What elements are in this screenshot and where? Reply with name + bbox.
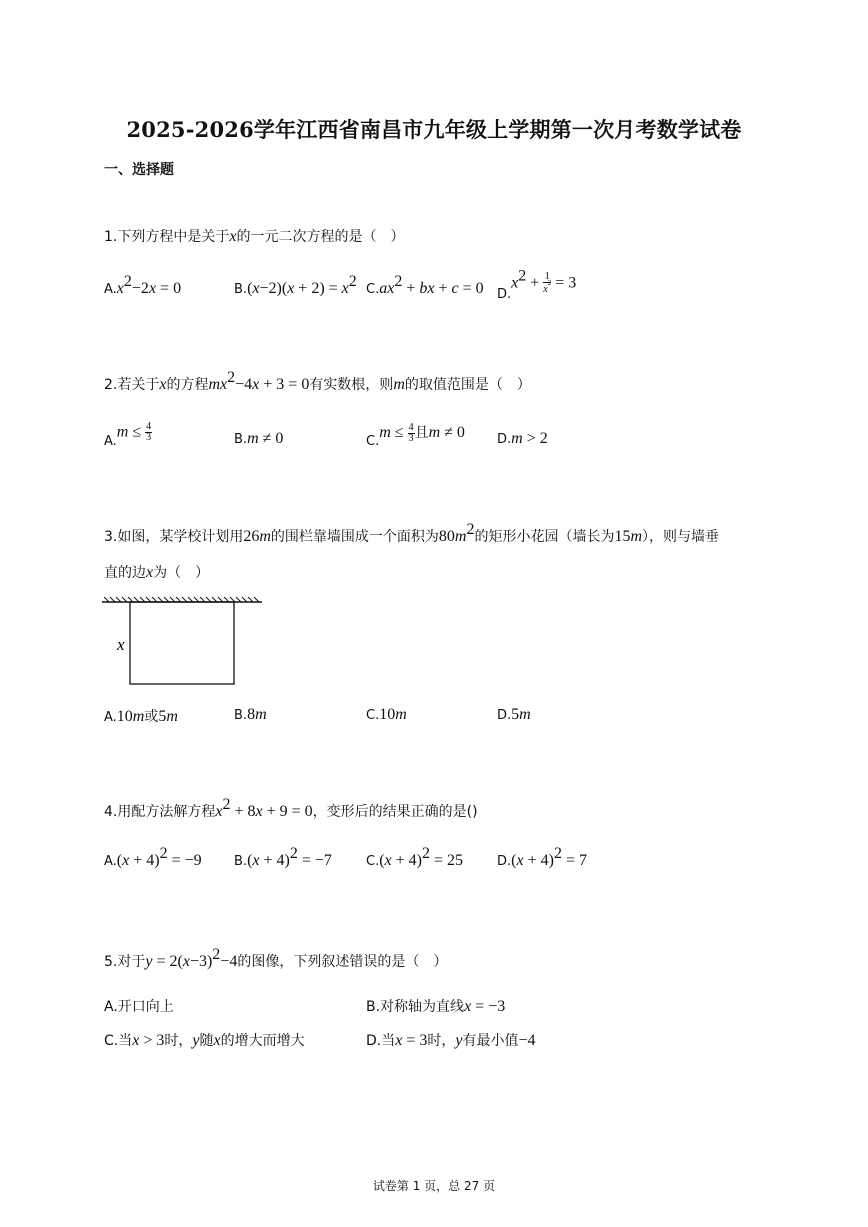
q5-c-text: 随 (199, 1033, 214, 1049)
question-4-stem: 4.用配方法解方程$x^2 + 8x + 9 = 0$，变形后的结果正确的是() (104, 796, 478, 820)
fraction: $\frac{4}{3}$ (408, 421, 414, 444)
option-label: A. (104, 433, 117, 449)
q4-stem-text-2: ，变形后的结果正确的是() (312, 804, 478, 820)
q3-value: 15 (614, 528, 631, 545)
q5-c-text: 时， (164, 1033, 193, 1049)
q5-option-d[interactable]: D.当x = 3时，y有最小值−4 (366, 1032, 536, 1049)
question-2-stem: 2.若关于x的方程$mx^2-4x + 3 = 0$有实数根，则m的取值范围是（ ） (104, 369, 531, 393)
q2-stem-text-2: 的方程 (166, 377, 209, 393)
q1-stem-text: 1.下列方程中是关于 (104, 229, 230, 245)
q5-d-text: D.当 (366, 1033, 396, 1049)
q5-c-text: C.当 (104, 1033, 133, 1049)
unit: m (132, 708, 145, 725)
q1-option-c[interactable]: $C.ax^2$ + bx + c = 0 (366, 273, 484, 297)
q4-option-a[interactable]: $A.(x + 4)^2 = -9$ (104, 845, 202, 869)
q3-option-b[interactable] (234, 706, 267, 724)
q5-stem-text-2: 的图像，下列叙述错误的是（ ） (237, 954, 448, 970)
question-5-stem: 5.对于$y = 2(x-3)^2-4$的图像，下列叙述错误的是（ ） (104, 946, 448, 970)
value: 5 (511, 706, 520, 723)
value: 10 (116, 708, 133, 725)
option-label: D. (497, 854, 512, 869)
option-label: D. (497, 432, 512, 447)
unit: m (395, 706, 407, 723)
value: 8 (247, 706, 256, 723)
option-label: B. (234, 282, 248, 297)
q4-option-c[interactable]: $C.(x + 4)^2 = 25$ (366, 845, 464, 869)
q2-var: x (159, 376, 167, 393)
q3-unit: m (630, 528, 643, 545)
question-3-stem-line1: 3.如图，某学校计划用26m的围栏靠墙围成一个面积为$80m^2$的矩形小花园（墙长为15m），则与墙垂 (104, 521, 720, 545)
option-label: D. (497, 708, 512, 723)
q2-option-c[interactable]: C.m ≤ $\frac{4}{3}$ 且m ≠ 0 (366, 421, 465, 449)
q3-value: 26 (243, 528, 260, 545)
q2-option-b[interactable]: B.m ≠ 0 (234, 430, 284, 447)
q3-unit: m (259, 528, 271, 545)
figure-x-label: x (117, 635, 125, 654)
q1-var: x (229, 228, 237, 245)
q2-option-d[interactable]: D.m > 2 (497, 430, 548, 447)
q3-option-c[interactable] (366, 706, 407, 724)
option-label: A. (104, 282, 117, 297)
unit: m (255, 706, 267, 723)
option-label: B. (234, 432, 248, 447)
q1-option-a[interactable]: $A.x^2-2x = 0$ (104, 273, 182, 297)
q3-text: 为（ ） (153, 565, 210, 581)
unit: m (166, 708, 178, 725)
unit: m (519, 706, 531, 723)
q5-option-c[interactable]: C.当x > 3时，y随x的增大而增大 (104, 1032, 305, 1049)
q2-var-m: m (393, 376, 405, 393)
option-label: C. (366, 854, 380, 869)
option-label: D. (497, 286, 512, 302)
q1-stem-text-2: 的一元二次方程的是（ ） (236, 229, 405, 245)
q1-option-b[interactable]: $B.(x-2)(x + 2) = x^2$ (234, 273, 357, 297)
q2-and-text: 且 (414, 425, 429, 441)
q3-option-d[interactable] (497, 706, 531, 724)
garden-rectangle (130, 602, 234, 684)
q1-option-d[interactable]: $D.x^2$ + $\frac{1}{x^2}$ = 3 (497, 267, 577, 302)
q2-stem-text-3: 有实数根，则 (309, 377, 394, 393)
q4-stem-text: 4.用配方法解方程 (104, 804, 216, 820)
option-label: B. (234, 708, 248, 723)
q5-option-a-text: A.开口向上 (104, 999, 174, 1015)
fraction: $\frac{1}{x^2}$ (543, 271, 552, 295)
option-label: A. (104, 854, 117, 869)
question-1-stem (104, 226, 404, 246)
q5-option-b[interactable]: B.对称轴为直线x = −3 (366, 998, 506, 1015)
q5-stem-text: 5.对于 (104, 954, 146, 970)
question-3-stem-line2 (104, 562, 209, 582)
q3-value: 80 (438, 528, 455, 545)
q3-unit: m (454, 528, 467, 545)
q3-text: 的矩形小花园（墙长为 (474, 529, 615, 545)
option-label: A. (104, 710, 117, 725)
q5-c-text: 的增大而增大 (220, 1033, 305, 1049)
q2-option-a[interactable]: A.m ≤ $\frac{4}{3}$ (104, 421, 152, 449)
q3-text: 的围栏靠墙围成一个面积为 (270, 529, 439, 545)
q5-d-text: 有最小值 (462, 1033, 519, 1049)
exam-title: 2025-2026学年江西省南昌市九年级上学期第一次月考数学试卷 (126, 117, 742, 142)
q4-option-b[interactable]: $B.(x + 4)^2 = -7$ (234, 845, 332, 869)
q2-stem-text: 2.若关于 (104, 377, 160, 393)
page-footer: 试卷第 1 页，总 27 页 (372, 1179, 496, 1193)
option-label: C. (366, 282, 380, 297)
q5-d-text: 时， (427, 1033, 456, 1049)
q5-option-a[interactable] (104, 996, 174, 1016)
q2-stem-text-4: 的取值范围是（ ） (404, 377, 531, 393)
value: 10 (379, 706, 396, 723)
or-text: 或 (144, 709, 159, 725)
q3-text: ），则与墙垂 (642, 529, 720, 545)
q3-text: 直的边 (104, 565, 146, 581)
option-label: C. (366, 434, 380, 449)
option-label: C. (366, 708, 380, 723)
q3-text: 3.如图，某学校计划用 (104, 529, 244, 545)
section-heading: 一、选择题 (104, 162, 174, 178)
q4-option-d[interactable]: $D.(x + 4)^2 = 7$ (497, 845, 587, 869)
option-label: B. (234, 854, 248, 869)
value: 5 (158, 708, 167, 725)
q5-option-b-text: B.对称轴为直线 (366, 999, 465, 1015)
q3-var: x (146, 564, 154, 581)
wall-hatching (102, 597, 262, 602)
garden-figure (100, 594, 270, 690)
q3-option-a[interactable] (104, 706, 178, 726)
fraction: $\frac{4}{3}$ (146, 421, 152, 443)
